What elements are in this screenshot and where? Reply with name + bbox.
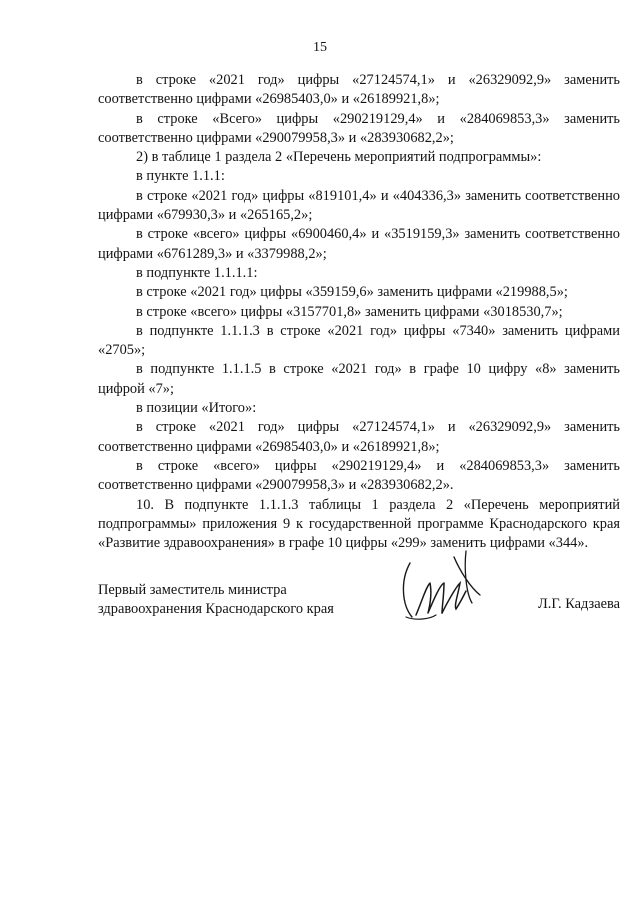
- paragraph: в строке «всего» цифры «3157701,8» заменить цифрами «3018530,7»;: [136, 303, 563, 320]
- document-body: [98, 71, 620, 553]
- signature-block: [98, 581, 620, 641]
- paragraph: в строке «Всего» цифры «290219129,4» и «284069853,3» заменить соответственно цифрами «290079958,3» и «283930682,2»;: [98, 110, 620, 146]
- paragraph: в подпункте 1.1.1.1:: [136, 264, 258, 281]
- page-number: 15: [313, 40, 327, 55]
- signatory-title: [98, 581, 334, 620]
- paragraph: в позиции «Итого»:: [136, 400, 257, 417]
- paragraph: 10. В подпункте 1.1.1.3 таблицы 1 раздела 2 «Перечень мероприятий подпрограммы» приложения 9 к государственной программе Краснодарского края «Развитие здравоохранения» в графе 10 цифры «299» заменить цифрами «344».: [98, 496, 620, 552]
- signatory-title-line-1: Первый заместитель министра: [98, 582, 287, 598]
- paragraph: в строке «2021 год» цифры «359159,6» заменить цифрами «219988,5»;: [136, 284, 568, 301]
- paragraph: в строке «всего» цифры «290219129,4» и «284069853,3» заменить соответственно цифрами «290079958,3» и «283930682,2».: [98, 457, 620, 494]
- paragraph: в пункте 1.1.1:: [136, 168, 225, 185]
- paragraph: в строке «2021 год» цифры «819101,4» и «404336,3» заменить соответственно цифрами «679930,3» и «265165,2»;: [98, 187, 620, 224]
- paragraph: в подпункте 1.1.1.5 в строке «2021 год» в графе 10 цифру «8» заменить цифрой «7»;: [98, 361, 620, 397]
- paragraph: в подпункте 1.1.1.3 в строке «2021 год» цифры «7340» заменить цифрами «2705»;: [98, 322, 620, 359]
- signatory-name: Л.Г. Кадзаева: [538, 596, 620, 612]
- paragraph: в строке «2021 год» цифры «27124574,1» и «26329092,9» заменить соответственно цифрами «26985403,0» и «26189921,8»;: [98, 72, 620, 108]
- paragraph: в строке «всего» цифры «6900460,4» и «3519159,3» заменить соответственно цифрами «6761289,3» и «3379988,2»;: [98, 226, 620, 262]
- handwritten-signature: [396, 543, 486, 633]
- paragraph: в строке «2021 год» цифры «27124574,1» и «26329092,9» заменить соответственно цифрами «26985403,0» и «26189921,8»;: [98, 419, 620, 455]
- signatory-title-line-2: здравоохранения Краснодарского края: [98, 601, 334, 618]
- paragraph: 2) в таблице 1 раздела 2 «Перечень мероприятий подпрограммы»:: [136, 149, 542, 166]
